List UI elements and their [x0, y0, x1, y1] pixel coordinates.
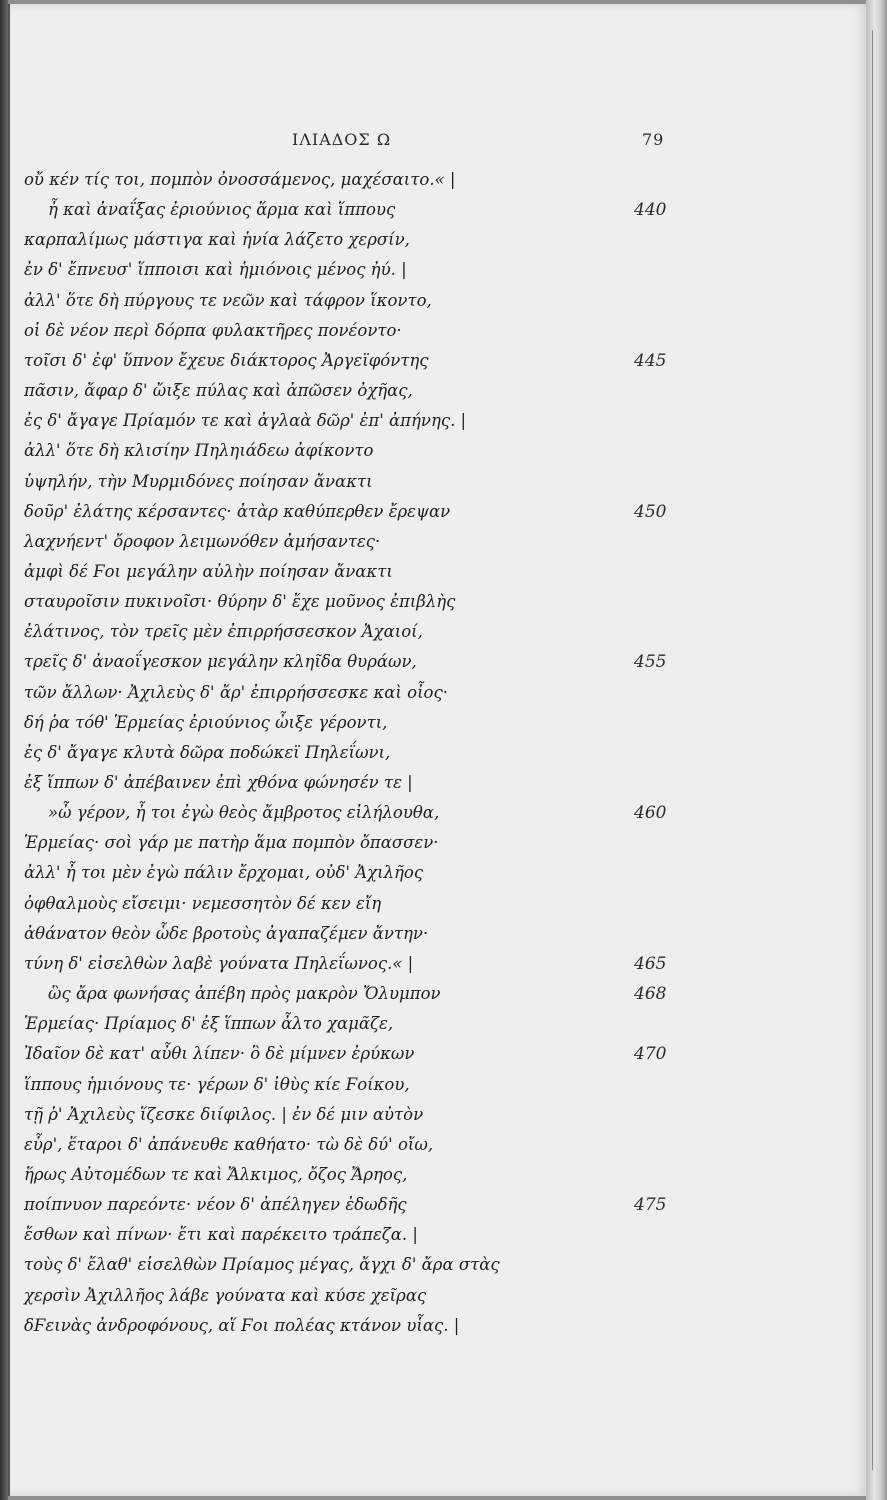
- verse-line: [10, 954, 868, 984]
- verse-text: τῶν ἄλλων· Ἀχιλεὺς δ' ἄρ' ἐπιρρήσσεσκε καὶ οἶος·: [24, 682, 448, 702]
- verse-text: ἵππους ἡμιόνους τε· γέρων δ' ἰθὺς κίε Ϝοίκου,: [24, 1074, 410, 1094]
- verse-line: [10, 170, 868, 200]
- verse-line: [10, 1225, 868, 1255]
- verse-text: τοὺς δ' ἔλαθ' εἰσελθὼν Πρίαμος μέγας, ἄγχι δ' ἄρα στὰς: [24, 1255, 500, 1275]
- running-title: ΙΛΙΑΔΟΣ Ω: [292, 130, 392, 149]
- scan-shadow-left: [0, 0, 8, 1500]
- verse-text: ὑψηλήν, τὴν Μυρμιδόνες ποίησαν ἄνακτι: [24, 471, 373, 491]
- verse-line: [10, 1316, 868, 1346]
- verse-text: δοῦρ' ἐλάτης κέρσαντες· ἀτὰρ καθύπερθεν ἔρεψαν: [24, 501, 451, 521]
- verse-line: [10, 894, 868, 924]
- verse-line: [10, 532, 868, 562]
- verse-text: ὀφθαλμοὺς εἴσειμι· νεμεσσητὸν δέ κεν εἴη: [24, 893, 382, 913]
- verse-line: [10, 1165, 868, 1195]
- verse-text: ἐς δ' ἄγαγε Πρίαμόν τε καὶ ἀγλαὰ δῶρ' ἐπ' ἀπήνης. |: [24, 411, 467, 431]
- line-number: 460: [634, 803, 667, 824]
- verse-text: ἀμφὶ δέ Ϝοι μεγάλην αὐλὴν ποίησαν ἄνακτι: [24, 561, 393, 581]
- verse-line: [10, 683, 868, 713]
- verse-line: [10, 472, 868, 502]
- line-number: 468: [634, 984, 667, 1005]
- verse-text: ἐν δ' ἔπνευσ' ἵπποισι καὶ ἡμιόνοις μένος ἠύ. |: [24, 260, 407, 280]
- verse-line: [10, 803, 868, 833]
- verse-text: ἐς δ' ἄγαγε κλυτὰ δῶρα ποδώκεϊ Πηλεΐωνι,: [24, 742, 391, 762]
- verse-line: [10, 381, 868, 411]
- verse-text: ὣς ἄρα φωνήσας ἀπέβη πρὸς μακρὸν Ὄλυμπον: [48, 984, 441, 1004]
- verse-line: [10, 1255, 868, 1285]
- verse-text: ἦ καὶ ἀναΐξας ἐριούνιος ἅρμα καὶ ἵππους: [48, 200, 396, 220]
- verse-line: [10, 713, 868, 743]
- verse-line: [10, 1135, 868, 1165]
- verse-text: τοῖσι δ' ἐφ' ὕπνον ἔχευε διάκτορος Ἀργεϊφόντης: [24, 350, 429, 370]
- verse-line: [10, 743, 868, 773]
- page-edge-line: [872, 30, 873, 1470]
- verse-text: Ἑρμείας· σοὶ γάρ με πατὴρ ἅμα πομπὸν ὄπασσεν·: [24, 833, 439, 853]
- line-number: 455: [634, 652, 667, 673]
- verse-line: [10, 773, 868, 803]
- book-page: [8, 4, 868, 1496]
- verse-line: [10, 622, 868, 652]
- verse-text: οὔ κέν τίς τοι, πομπὸν ὀνοσσάμενος, μαχέσαιτο.« |: [24, 170, 456, 189]
- verse-line: [10, 411, 868, 441]
- verse-text: εὗρ', ἕταροι δ' ἀπάνευθε καθήατο· τὼ δὲ δύ' οἴω,: [24, 1134, 434, 1154]
- line-number: 445: [634, 350, 667, 371]
- line-number: 465: [634, 953, 667, 974]
- verse-text: πᾶσιν, ἄφαρ δ' ὤιξε πύλας καὶ ἀπῶσεν ὀχῆας,: [24, 381, 413, 401]
- verse-line: [10, 291, 868, 321]
- verse-line: [10, 1044, 868, 1074]
- line-number: 440: [634, 200, 667, 221]
- verse-text: ἀλλ' ὅτε δὴ πύργους τε νεῶν καὶ τάφρον ἵκοντο,: [24, 290, 432, 310]
- verse-text: ἀλλ' ὅτε δὴ κλισίην Πηληιάδεω ἀφίκοντο: [24, 441, 374, 461]
- verse-line: [10, 652, 868, 682]
- verse-line: [10, 321, 868, 351]
- verse-text: καρπαλίμως μάστιγα καὶ ἡνία λάζετο χερσίν,: [24, 230, 410, 250]
- line-number: 475: [634, 1195, 667, 1216]
- page-number: 79: [642, 130, 665, 149]
- verse-line: [10, 562, 868, 592]
- verse-text: χερσὶν Ἀχιλλῆος λάβε γούνατα καὶ κύσε χεῖρας: [24, 1285, 427, 1305]
- verse-line: [10, 1105, 868, 1135]
- line-number: 470: [634, 1044, 667, 1065]
- verse-line: [10, 924, 868, 954]
- line-number: 450: [634, 501, 667, 522]
- verse-line: [10, 863, 868, 893]
- verse-line: [10, 833, 868, 863]
- verse-text: ἥρως Αὐτομέδων τε καὶ Ἄλκιμος, ὄζος Ἄρηος,: [24, 1164, 408, 1184]
- verse-text: τύνη δ' εἰσελθὼν λαβὲ γούνατα Πηλεΐωνος.« |: [24, 953, 414, 973]
- verse-line: [10, 441, 868, 471]
- verse-text: ἔσθων καὶ πίνων· ἔτι καὶ παρέκειτο τράπεζα. |: [24, 1225, 418, 1245]
- verse-text: ποίπνυον παρεόντε· νέον δ' ἀπέληγεν ἐδωδῆς: [24, 1195, 407, 1215]
- verse-line: [10, 1075, 868, 1105]
- verse-line: [10, 1014, 868, 1044]
- verse-line: [10, 200, 868, 230]
- verse-text: τῇ ῥ' Ἀχιλεὺς ἵζεσκε διίφιλος. | ἐν δέ μιν αὐτὸν: [24, 1104, 424, 1124]
- verse-line: [10, 502, 868, 532]
- verse-line: [10, 984, 868, 1014]
- verse-text: σταυροῖσιν πυκινοῖσι· θύρην δ' ἔχε μοῦνος ἐπιβλὴς: [24, 592, 456, 612]
- verse-line: [10, 1286, 868, 1316]
- verse-text: οἱ δὲ νέον περὶ δόρπα φυλακτῆρες πονέοντο·: [24, 320, 402, 340]
- verse-text: ἐξ ἵππων δ' ἀπέβαινεν ἐπὶ χθόνα φώνησέν τε |: [24, 773, 413, 792]
- verse-text: δϜεινὰς ἀνδροφόνους, αἵ Ϝοι πολέας κτάνον υἷας. |: [24, 1315, 460, 1335]
- verse-line: [10, 260, 868, 290]
- verse-line: [10, 592, 868, 622]
- verse-text: ἀλλ' ἦ τοι μὲν ἐγὼ πάλιν ἔρχομαι, οὐδ' Ἀχιλῆος: [24, 863, 424, 883]
- verse-text: δή ῥα τόθ' Ἑρμείας ἐριούνιος ὦιξε γέροντι,: [24, 712, 388, 732]
- verse-text: Ἰδαῖον δὲ κατ' αὖθι λίπεν· ὃ δὲ μίμνεν ἐρύκων: [24, 1044, 415, 1064]
- verse-text: λαχνήεντ' ὄροφον λειμωνόθεν ἀμήσαντες·: [24, 531, 381, 551]
- verse-line: [10, 1195, 868, 1225]
- verse-text: ἐλάτινος, τὸν τρεῖς μὲν ἐπιρρήσσεσκον Ἀχαιοί,: [24, 622, 423, 642]
- verse-text: τρεῖς δ' ἀναοΐγεσκον μεγάλην κληῖδα θυράων,: [24, 652, 417, 672]
- page-edge: [866, 0, 887, 1500]
- verse-text: »ὦ γέρον, ἦ τοι ἐγὼ θεὸς ἄμβροτος εἰλήλουθα,: [48, 803, 440, 823]
- verse-line: [10, 351, 868, 381]
- verse-text: Ἑρμείας· Πρίαμος δ' ἐξ ἵππων ἆλτο χαμᾶζε,: [24, 1014, 394, 1034]
- verse-text: ἀθάνατον θεὸν ὧδε βροτοὺς ἀγαπαζέμεν ἄντην·: [24, 923, 429, 943]
- verse-line: [10, 230, 868, 260]
